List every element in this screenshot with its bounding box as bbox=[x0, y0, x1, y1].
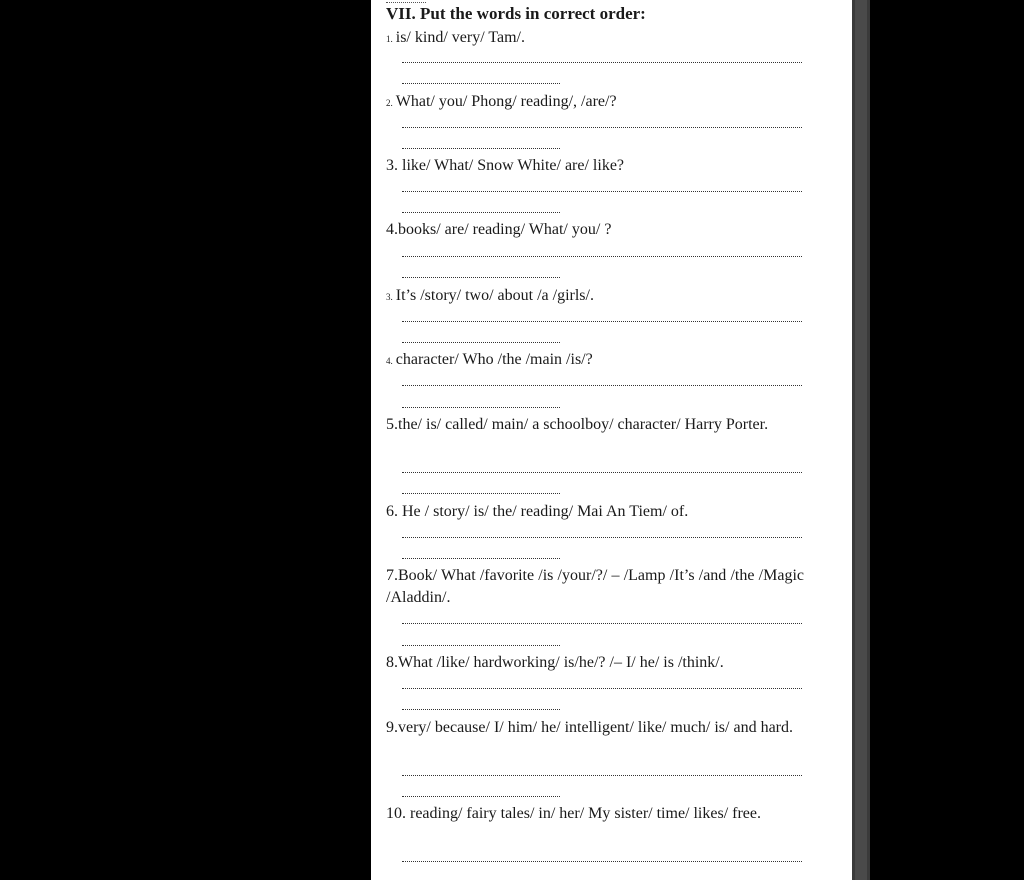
answer-line[interactable] bbox=[402, 407, 560, 408]
exercise-item bbox=[386, 155, 804, 177]
question-number: 9. bbox=[386, 719, 398, 736]
exercise-item bbox=[386, 91, 804, 114]
answer-line[interactable] bbox=[402, 83, 560, 84]
exercise-item bbox=[386, 501, 804, 523]
question-words: is/ kind/ very/ Tam/. bbox=[395, 29, 525, 46]
answer-line[interactable] bbox=[402, 472, 802, 473]
answer-line[interactable] bbox=[402, 861, 802, 862]
question-text bbox=[386, 285, 804, 308]
answer-line[interactable] bbox=[402, 775, 802, 776]
question-text bbox=[386, 349, 804, 372]
question-number: 3. bbox=[386, 157, 398, 174]
exercise-item bbox=[386, 717, 804, 739]
exercise-item bbox=[386, 803, 804, 825]
answer-line[interactable] bbox=[402, 623, 802, 624]
answer-line[interactable] bbox=[402, 645, 560, 646]
question-words: Book/ What /favorite /is /your/?/ – /Lamp /It’s /and /the /Magic /Aladdin/. bbox=[386, 567, 804, 606]
question-text bbox=[386, 652, 804, 674]
question-number: 3. bbox=[386, 292, 393, 302]
scrollbar-thumb[interactable] bbox=[855, 0, 867, 880]
answer-line[interactable] bbox=[402, 191, 802, 192]
question-text bbox=[386, 155, 804, 177]
question-number: 7. bbox=[386, 567, 398, 584]
question-number: 4. bbox=[386, 356, 393, 366]
question-number: 10. bbox=[386, 805, 406, 822]
question-text bbox=[386, 803, 804, 825]
scrollbar-track[interactable] bbox=[852, 0, 870, 880]
exercise-item bbox=[386, 565, 804, 609]
answer-line[interactable] bbox=[402, 796, 560, 797]
question-words: What/ you/ Phong/ reading/, /are/? bbox=[395, 93, 617, 110]
question-text bbox=[386, 414, 804, 436]
answer-line[interactable] bbox=[402, 212, 560, 213]
question-words: the/ is/ called/ main/ a schoolboy/ character/ Harry Porter. bbox=[398, 416, 769, 433]
question-words: What /like/ hardworking/ is/he/? /– I/ he/ is /think/. bbox=[398, 654, 724, 671]
answer-line[interactable] bbox=[402, 558, 560, 559]
question-words: books/ are/ reading/ What/ you/ ? bbox=[398, 221, 612, 238]
answer-line[interactable] bbox=[402, 256, 802, 257]
question-text bbox=[386, 565, 804, 609]
worksheet-page bbox=[371, 0, 852, 880]
question-text bbox=[386, 219, 804, 241]
question-words: reading/ fairy tales/ in/ her/ My sister/ time/ likes/ free. bbox=[410, 805, 762, 822]
question-number: 5. bbox=[386, 416, 398, 433]
answer-line[interactable] bbox=[402, 62, 802, 63]
answer-line[interactable] bbox=[402, 127, 802, 128]
answer-line[interactable] bbox=[402, 277, 560, 278]
exercise-item bbox=[386, 27, 804, 50]
answer-line[interactable] bbox=[402, 688, 802, 689]
answer-line[interactable] bbox=[402, 537, 802, 538]
exercise-item bbox=[386, 349, 804, 372]
answer-line[interactable] bbox=[402, 493, 560, 494]
exercise-heading: VII. Put the words in correct order: bbox=[386, 4, 646, 23]
answer-line[interactable] bbox=[402, 709, 560, 710]
answer-line[interactable] bbox=[402, 385, 802, 386]
question-number: 4. bbox=[386, 221, 398, 238]
answer-line[interactable] bbox=[402, 342, 560, 343]
question-words: character/ Who /the /main /is/? bbox=[395, 351, 593, 368]
question-number: 6. bbox=[386, 503, 398, 520]
cut-off-previous-line bbox=[386, 0, 426, 3]
question-words: very/ because/ I/ him/ he/ intelligent/ like/ much/ is/ and hard. bbox=[398, 719, 794, 736]
answer-line[interactable] bbox=[402, 148, 560, 149]
question-text bbox=[386, 501, 804, 523]
question-text bbox=[386, 717, 804, 739]
exercise-item bbox=[386, 652, 804, 674]
exercise-item bbox=[386, 414, 804, 436]
question-text bbox=[386, 27, 804, 50]
exercise-item bbox=[386, 219, 804, 241]
question-text bbox=[386, 91, 804, 114]
question-words: He / story/ is/ the/ reading/ Mai An Tiem/ of. bbox=[402, 503, 689, 520]
question-number: 2. bbox=[386, 98, 393, 108]
exercise-item bbox=[386, 285, 804, 308]
question-number: 1. bbox=[386, 34, 393, 44]
answer-line[interactable] bbox=[402, 321, 802, 322]
question-words: like/ What/ Snow White/ are/ like? bbox=[402, 157, 625, 174]
question-words: It’s /story/ two/ about /a /girls/. bbox=[395, 287, 594, 304]
question-number: 8. bbox=[386, 654, 398, 671]
